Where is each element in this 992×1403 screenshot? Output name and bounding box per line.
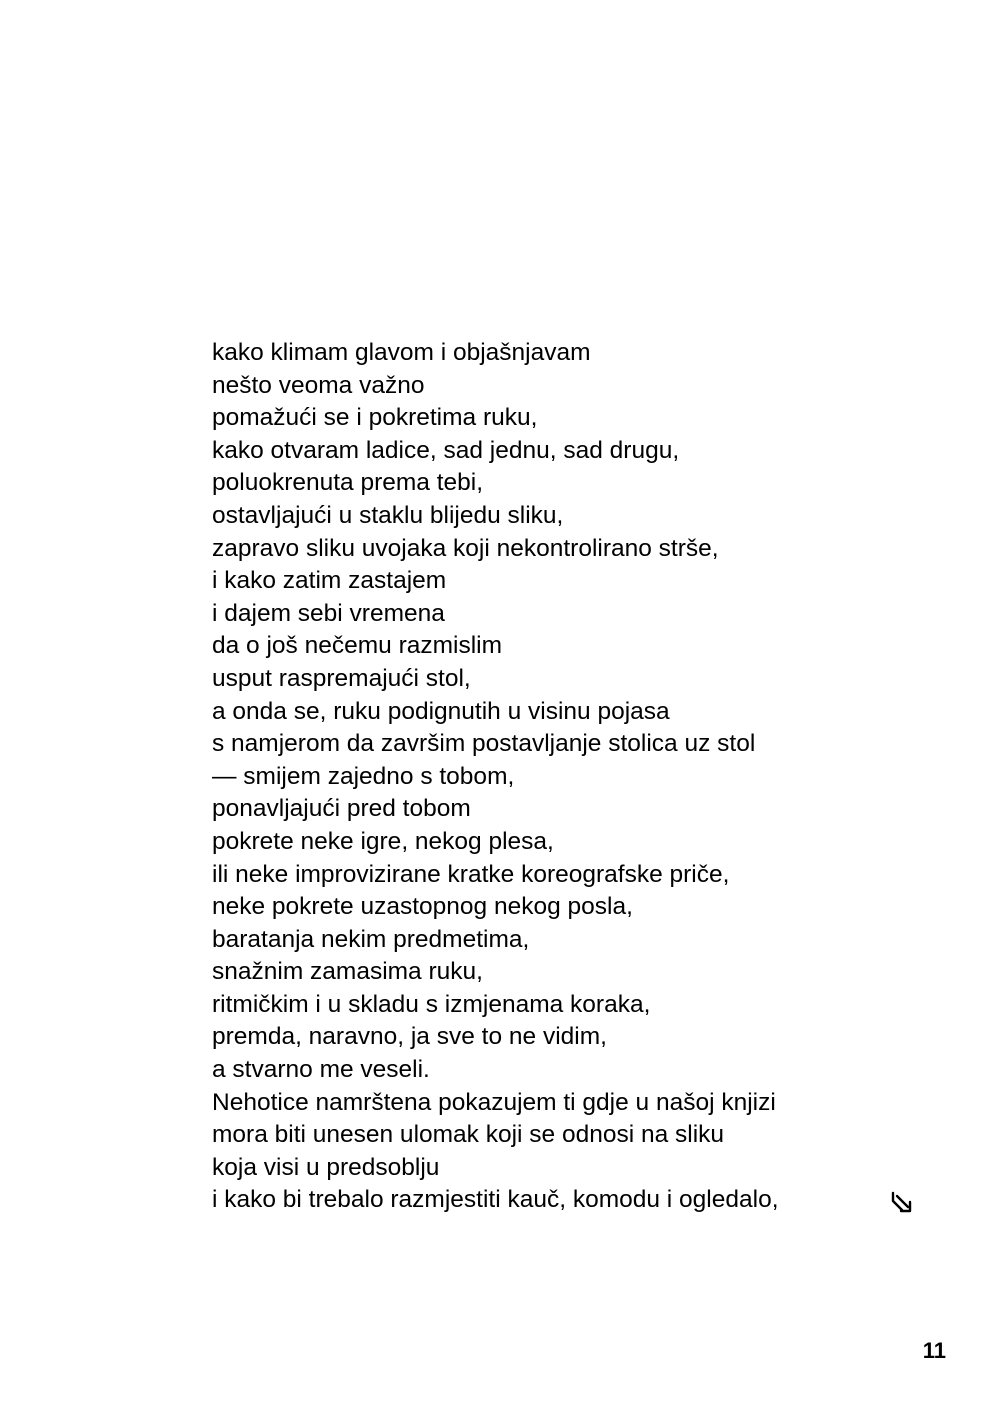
poem-line: usput raspremajući stol, — [212, 664, 471, 692]
poem-line: kako otvaram ladice, sad jednu, sad drugu, — [212, 436, 680, 464]
poem-line: s namjerom da završim postavljanje stolica uz stol — [212, 730, 756, 758]
poem-line: premda, naravno, ja sve to ne vidim, — [212, 1023, 607, 1051]
poem-line: neke pokrete uzastopnog nekog posla, — [212, 893, 633, 921]
poem-line: da o još nečemu razmislim — [212, 632, 503, 660]
page-number: 11 — [922, 1338, 946, 1363]
poem-text — [212, 337, 779, 1217]
poem-line: a onda se, ruku podignutih u visinu pojasa — [212, 697, 670, 725]
poem-line: kako klimam glavom i objašnjavam — [212, 339, 591, 366]
turn-page-arrow-icon — [888, 1190, 914, 1216]
poem-line: ili neke improvizirane kratke koreografske priče, — [212, 860, 730, 888]
poem-line: koja visi u predsoblju — [212, 1153, 440, 1181]
poem-line: i kako zatim zastajem — [212, 567, 447, 595]
poem-line: nešto veoma važno — [212, 371, 425, 399]
poem-line: pokrete neke igre, nekog plesa, — [212, 827, 554, 855]
poem-line: mora biti unesen ulomak koji se odnosi na sliku — [212, 1121, 725, 1149]
poem-line: i dajem sebi vremena — [212, 599, 445, 627]
poem-line: i kako bi trebalo razmjestiti kauč, komodu i ogledalo, — [212, 1186, 779, 1214]
poem-line: baratanja nekim predmetima, — [212, 925, 530, 953]
poem-line: poluokrenuta prema tebi, — [212, 469, 484, 497]
poem-line: ritmičkim i u skladu s izmjenama koraka, — [212, 990, 651, 1018]
poem-line: — smijem zajedno s tobom, — [212, 762, 515, 790]
poem-line: a stvarno me veseli. — [212, 1056, 430, 1084]
poem-line: snažnim zamasima ruku, — [212, 958, 483, 986]
poem-line: ostavljajući u staklu blijedu sliku, — [212, 501, 564, 529]
poem-line: Nehotice namrštena pokazujem ti gdje u našoj knjizi — [212, 1088, 776, 1116]
poem-line: zapravo sliku uvojaka koji nekontrolirano strše, — [212, 534, 719, 562]
poem-line: ponavljajući pred tobom — [212, 795, 471, 823]
poem-line: pomažući se i pokretima ruku, — [212, 404, 538, 432]
